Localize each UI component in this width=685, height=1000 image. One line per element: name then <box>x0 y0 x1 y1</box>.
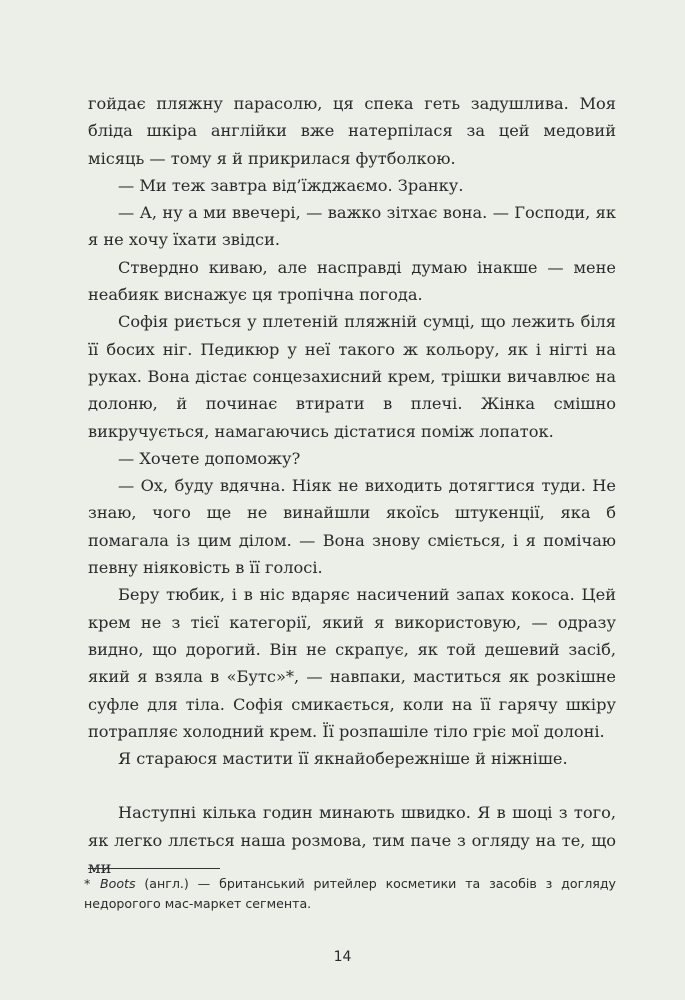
page-number: 14 <box>333 949 352 965</box>
footnote-marker: * <box>84 876 91 891</box>
paragraph-6: — Хочете допоможу? <box>118 448 301 468</box>
footnote-term: Boots <box>100 876 136 891</box>
paragraph-4: Ствердно киваю, але насправді думаю інакше — мене неабияк виснажує ця тропічна погода. <box>88 257 616 305</box>
body-text <box>88 90 616 881</box>
paragraph-3: — А, ну а ми ввечері, — важко зітхає вона. — Господи, як я не хочу їхати звідси. <box>88 203 616 250</box>
paragraph-7: — Ох, буду вдячна. Ніяк не виходить дотягтися туди. Не знаю, чого ще не винайшли якоїсь штукенції, яка б помагала із цим ділом. — Вона знову сміється, і я помічаю певну ніяковість в її голосі. <box>88 476 616 578</box>
paragraph-2: — Ми теж завтра від’їжджаємо. Зранку. <box>118 175 464 195</box>
paragraph-5: Софія риється у плетеній пляжній сумці, що лежить біля її босих ніг. Педикюр у неї такого ж кольору, як і нігті на руках. Вона дістає сонцезахисний крем, трішки вичавлює на долоню, й починає втирати в плечі. Жінка смішно викручується, намагаючись дістатися поміж лопаток. <box>88 312 616 441</box>
paragraph-9: Я стараюся мастити її якнайобережніше й ніжніше. <box>118 749 568 769</box>
footnote-divider <box>88 868 220 869</box>
paragraph-8: Беру тюбик, і в ніс вдаряє насичений запах кокоса. Цей крем не з тієї категорії, який я використовую, — одразу видно, що дорогий. Він не скрапує, як той дешевий засіб, який я взяла в «Бутс»*, — навпаки, мaститься як розкішне суфле для тіла. Софія смикається, коли на її гарячу шкіру потрапляє холодний крем. Її розпашіле тіло гріє мої долоні. <box>88 585 616 741</box>
footnote-text: (англ.) — британський ритейлер косметики та засобів з догляду недорогого мас-маркет сегмента. <box>84 876 616 911</box>
paragraph-1: гойдає пляжну парасолю, ця спека геть задушлива. Моя бліда шкіра англійки вже натерпілася за цей медовий місяць — тому я й прикрилася футболкою. <box>88 94 616 168</box>
section-gap <box>88 772 616 799</box>
footnote <box>84 874 616 914</box>
paragraph-section-start: Наступні кілька годин минають швидко. Я в шоці з того, як легко ллється наша розмова, тим паче з огляду на те, що ми <box>88 803 616 878</box>
